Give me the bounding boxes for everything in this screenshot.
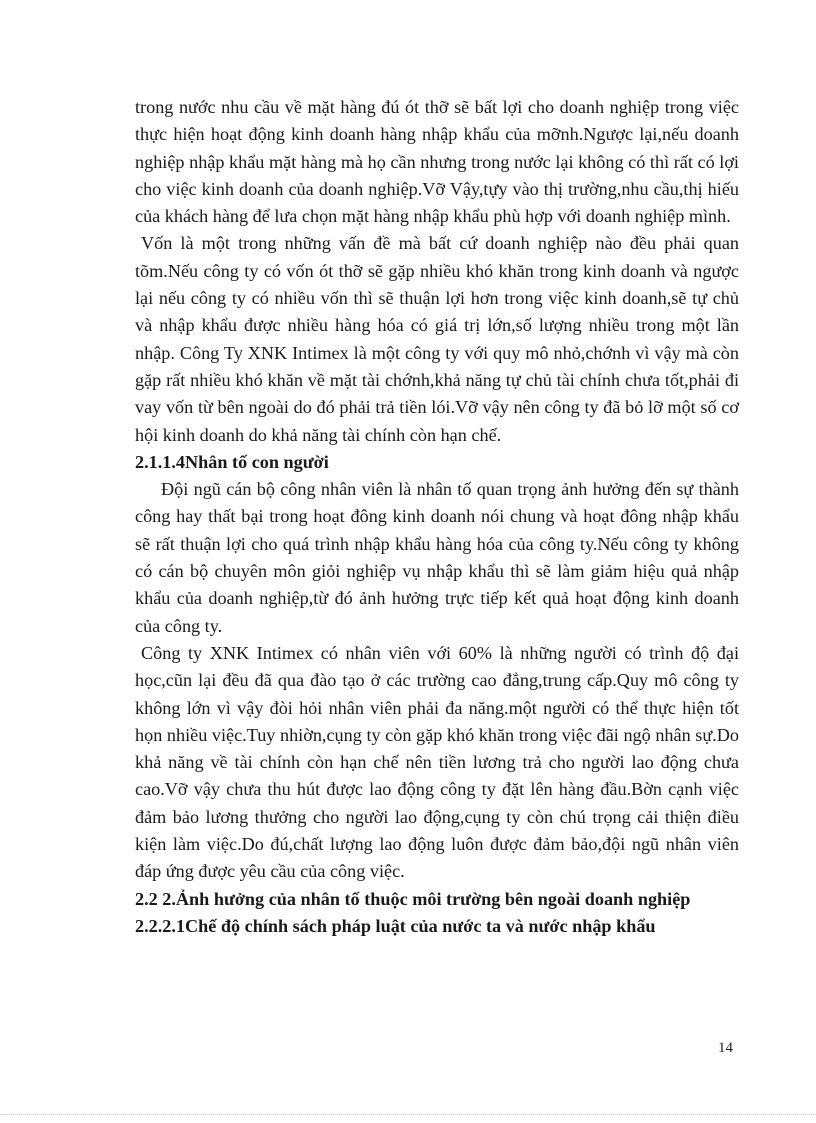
- section-heading-external-environment: 2.2 2.Ảnh hưởng của nhân tố thuộc môi trường bên ngoài doanh nghiệp: [135, 888, 691, 909]
- section-heading-legal-policy: 2.2.2.1Chế độ chính sách pháp luật của nước ta và nước nhập khẩu: [135, 915, 656, 936]
- paragraph-staff-importance: Đội ngũ cán bộ công nhân viên là nhân tố quan trọng ảnh hưởng đến sự thành công hay thất bại trong hoạt đông kinh doanh nói chung và hoạt đông nhập khẩu sẽ rất thuận lợi cho quá trình nhập khẩu hàng hóa của công ty.Nếu công ty không có cán bộ chuyên môn giỏi nghiệp vụ nhập khẩu thì sẽ làm giảm hiệu quả nhập khẩu của doanh nghiệp,từ đó ảnh hưởng trực tiếp kết quả hoạt động kinh doanh của công ty.: [135, 479, 739, 636]
- footer-divider: [0, 1114, 816, 1115]
- paragraph-capital: Vốn là một trong những vấn đề mà bất cứ doanh nghiệp nào đều phải quan tõm.Nếu công ty có vốn ót thỡ sẽ gặp nhiều khó khăn trong kinh doanh và ngược lại nếu công ty có nhiều vốn thì sẽ thuận lợi hơn trong việc kinh doanh,sẽ tự chủ và nhập khẩu được nhiều hàng hóa có giá trị lớn,số lượng nhiều trong một lần nhập. Công Ty XNK Intimex là một công ty với quy mô nhỏ,chớnh vì vậy mà còn gặp rất nhiều khó khăn về mặt tài chớnh,khả năng tự chủ tài chính chưa tốt,phải đi vay vốn từ bên ngoài do đó phải trả tiền lói.Vỡ vậy nên công ty đã bỏ lỡ một số cơ hội kinh doanh do khả năng tài chính còn hạn chế.: [135, 233, 739, 445]
- paragraph-staff-qualification: Công ty XNK Intimex có nhân viên với 60% là những người có trình độ đại học,cũn lại đều đã qua đào tạo ở các trường cao đẳng,trung cấp.Quy mô công ty không lớn vì vậy đòi hỏi nhân viên phải đa năng.một người có thể thực hiện tốt họn nhiều việc.Tuy nhiờn,cụng ty còn gặp khó khăn trong việc đãi ngộ nhân sự.Do khả năng về tài chính còn hạn chế nên tiền lương trả cho người lao động chưa cao.Vỡ vậy chưa thu hút được lao động công ty đặt lên hàng đầu.Bờn cạnh việc đảm bảo lương thưởng cho người lao động,cụng ty còn chú trọng cải thiện điều kiện làm việc.Do đú,chất lượng lao động luôn được đảm bảo,đội ngũ nhân viên đáp ứng được yêu cầu của công việc.: [135, 642, 739, 882]
- section-heading-human-factor: 2.1.1.4Nhân tố con người: [135, 451, 329, 472]
- document-body: [135, 94, 739, 940]
- paragraph-market-demand: trong nước nhu cầu về mặt hàng đú ót thỡ sẽ bất lợi cho doanh nghiệp trong việc thực hiện hoạt động kinh doanh hàng nhập khẩu của mỡnh.Ngược lại,nếu doanh nghiệp nhập khẩu mặt hàng mà họ cần nhưng trong nước lại không có thì rất có lợi cho việc kinh doanh của doanh nghiệp.Vỡ Vậy,tựy vào thị trường,nhu cầu,thị hiếu của khách hàng để lưa chọn mặt hàng nhập khẩu phù hợp với doanh nghiệp mình.: [135, 97, 739, 227]
- page-number: 14: [718, 1040, 733, 1056]
